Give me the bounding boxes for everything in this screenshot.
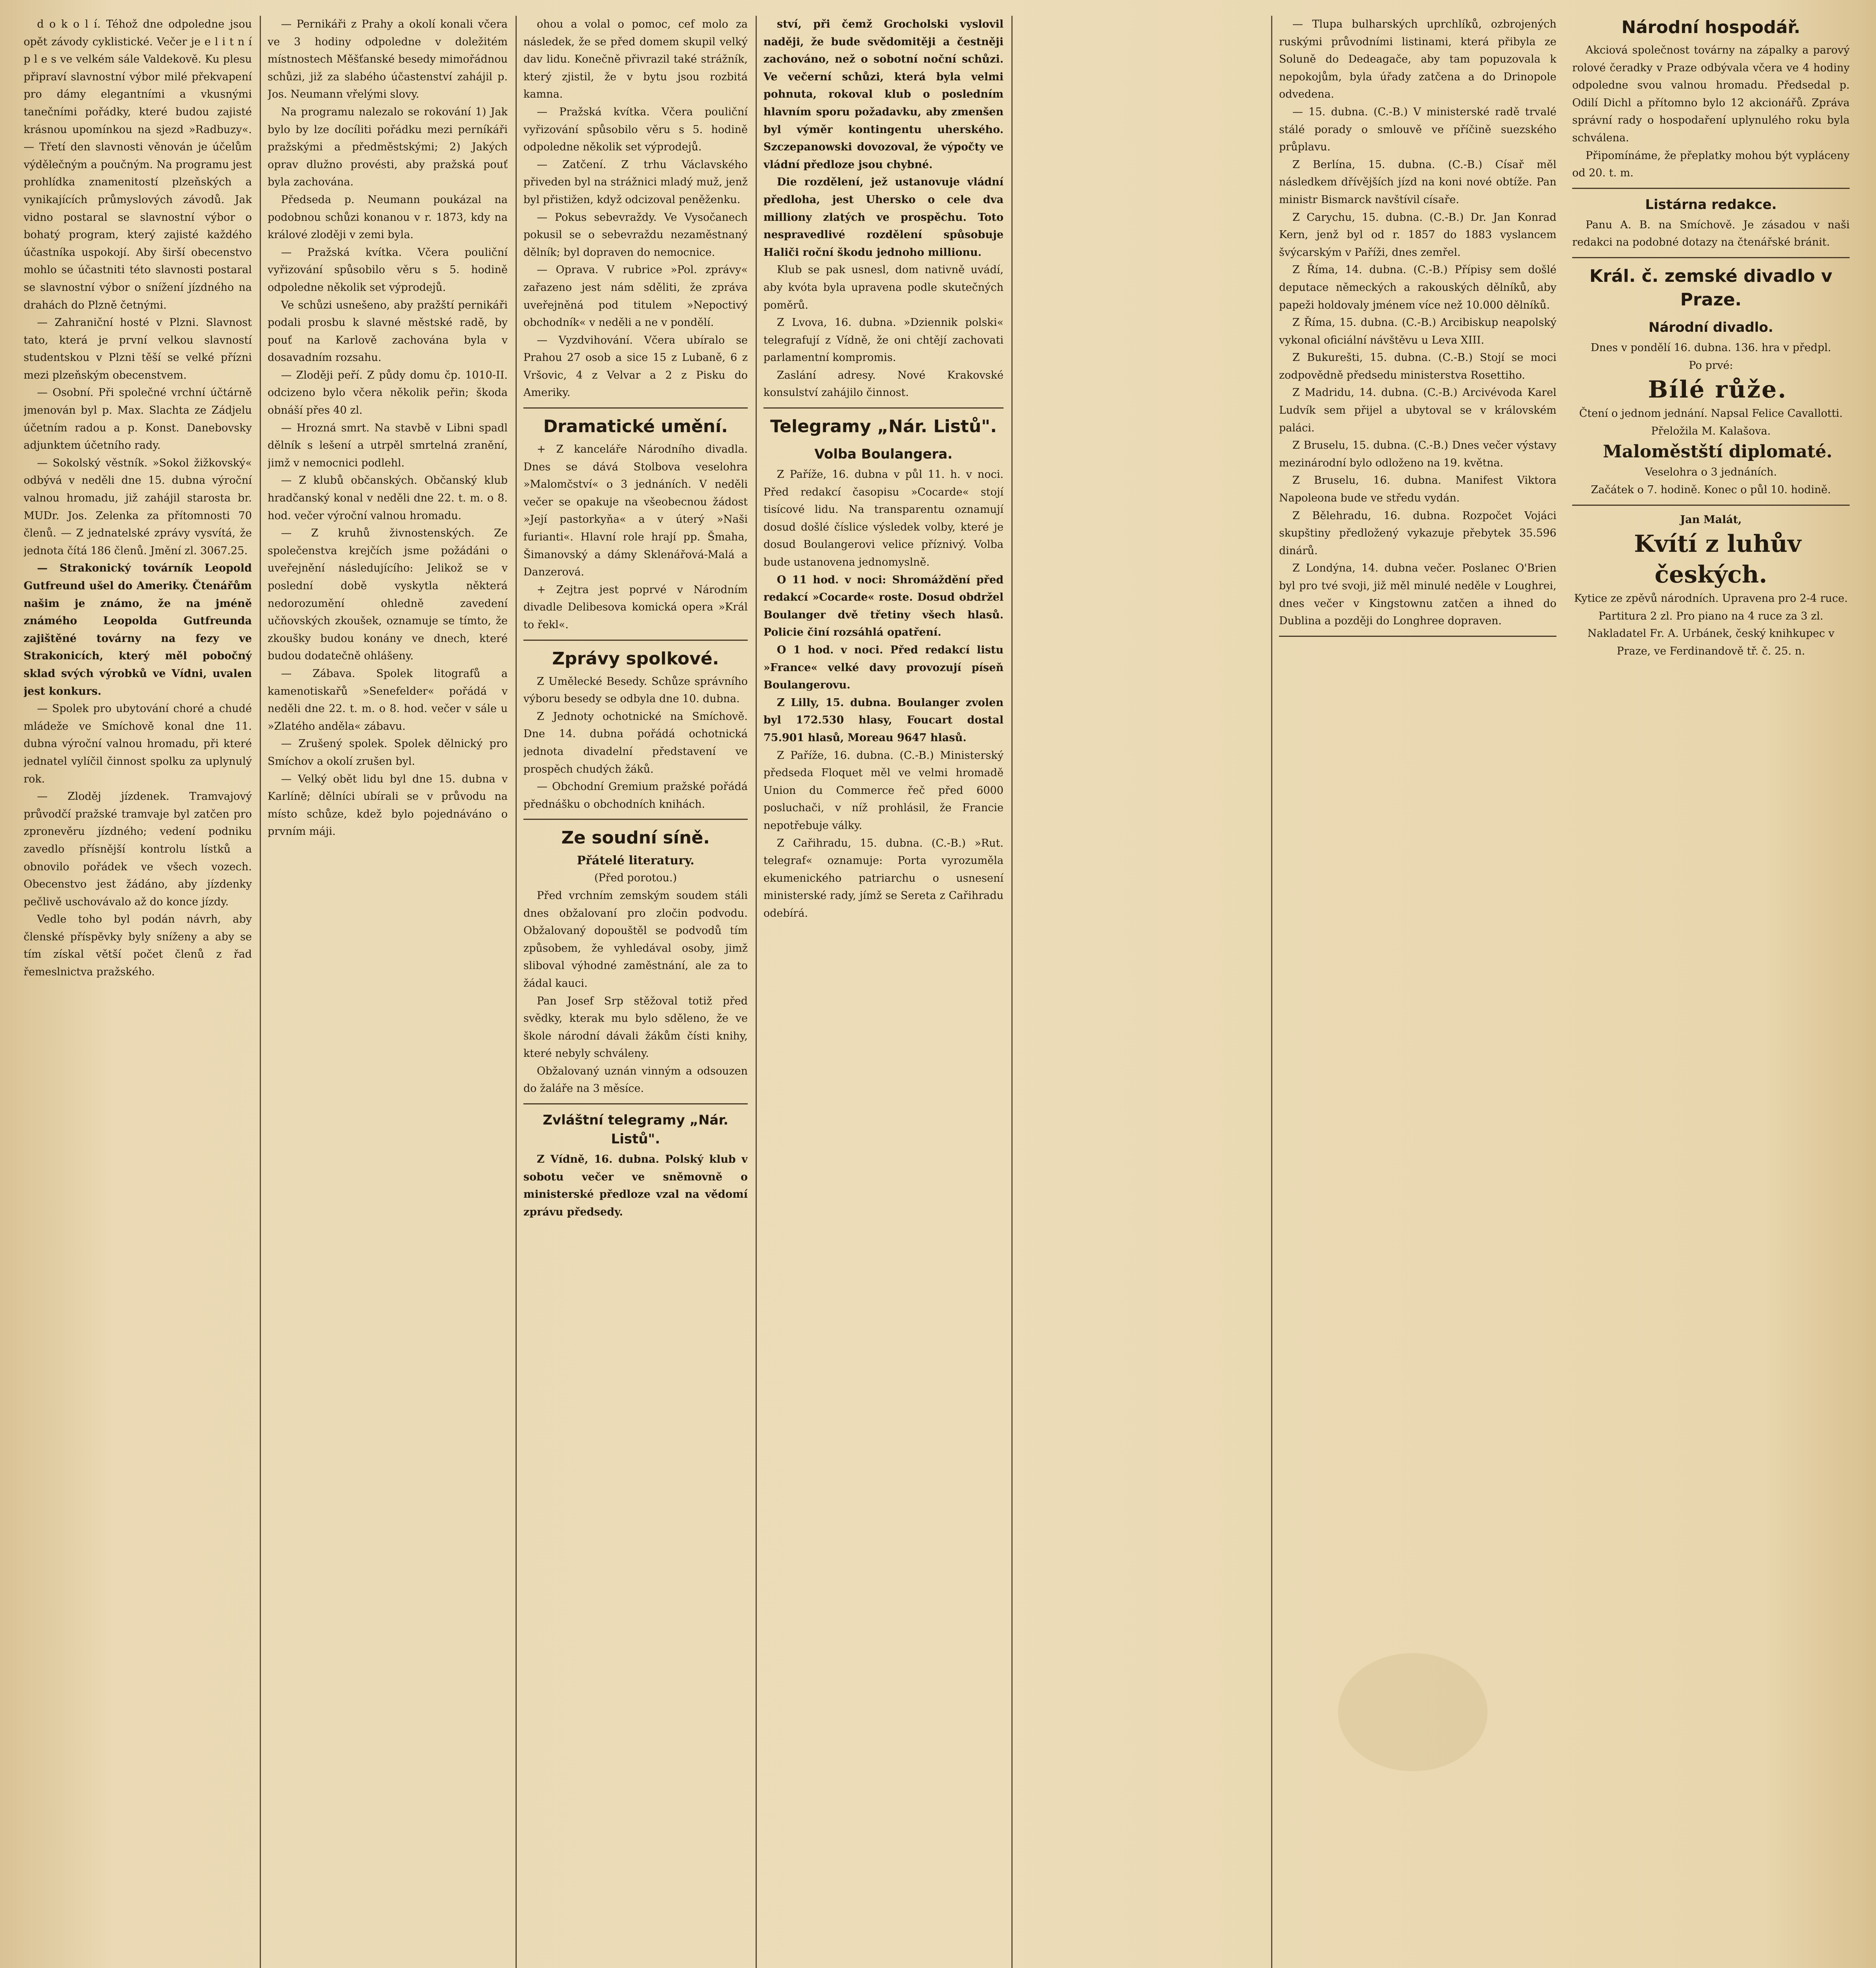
telegram-paragraph: O 1 hod. v noci. Před redakcí listu »France« velké davy provozují píseň Boulangerovu.: [763, 644, 1004, 692]
article-paragraph: — Pokus sebevraždy. Ve Vysočanech pokusil se o sebevraždu nezaměstnaný dělník; byl dopraven do nemocnice.: [523, 211, 748, 259]
section-divider: [1279, 636, 1556, 637]
article-paragraph: Z Bruselu, 16. dubna. Manifest Viktora Napoleona bude ve středu vydán.: [1279, 474, 1556, 505]
section-heading-court: Ze soudní síně.: [561, 828, 710, 848]
ad-title: Kvítí z luhův českých.: [1634, 530, 1801, 589]
section-divider: [523, 407, 748, 409]
section-heading-telegrams: Zvláštní telegramy „Nár. Listů".: [543, 1112, 728, 1147]
article-paragraph: ohou a volal o pomoc, cef molo za následek, že se před domem skupil velký dav lidu. Konečně přivrazil také strážník, který zjistil, že v bytu jsou rozbitá kamna.: [523, 18, 748, 101]
show-first: Po prvé:: [1689, 359, 1733, 372]
section-heading-notes: Listárna redakce.: [1645, 196, 1777, 213]
section-heading-telegrams: Telegramy „Nár. Listů".: [770, 416, 997, 437]
article-paragraph: — Zloději peří. Z půdy domu čp. 1010-II. odcizeno bylo včera několik peřin; škoda obnáší přes 40 zl.: [268, 369, 508, 417]
column-rule: [1271, 16, 1272, 1968]
article-paragraph: — Zahraniční hosté v Plzni. Slavnost tato, která je první velkou slavností studentskou v Plzni těší se velké přízni mezi plzeňským obecenstvem.: [24, 316, 252, 381]
theatre-paragraph: + Z kanceláře Národního divadla. Dnes se dává Stolbova veselohra »Malomčství« o 3 jednáních. V neděli večer se opakuje na všeobecnou žádost »Její pastorkyňa« a v úterý »Naši furianti«. Hlavní role hrají pp. Šmaha, Šimanovský a dámy Sklenářová-Malá a Danzerová.: [523, 443, 748, 579]
show-time: Začátek o 7. hodině. Konec o půl 10. hodině.: [1591, 483, 1831, 496]
ad-description: Kytice ze zpěvů národních. Upravena pro 2-4 ruce. Partitura 2 zl. Pro piano na 4 ruce za 3 zl.: [1574, 592, 1848, 622]
article-paragraph: ství, při čemž Grocholski vyslovil naději, že bude svědomitěji a čestněji zachováno, než o sobotní noční schůzi. Ve večerní schůzi, která byla velmi pohnuta, rokoval klub o posledním hlavním sporu požadavku, aby zmenšen byl výměr kontingentu uherského. Szczepanowski dovozoval, že výpočty ve vládní předloze jsou chybné.: [763, 18, 1004, 171]
article-paragraph: Z Říma, 15. dubna. (C.-B.) Arcibiskup neapolský vykonal oficiální návštěvu u Leva XIII.: [1279, 316, 1556, 346]
economy-paragraph: Akciová společnost továrny na zápalky a parový rolové čeradky v Praze odbývala včera ve 4 hodiny odpoledne svou valnou hromadu. Předsedal p. Odilí Dichl a přítomno bylo 12 akcionářů. Zpráva správní rady o hospodaření uplynulého roku byla schválena.: [1572, 44, 1850, 144]
court-subtitle: Přátelé literatury.: [577, 854, 695, 868]
societies-paragraph: Z Umělecké Besedy. Schůze správního výboru besedy se odbyla dne 10. dubna.: [523, 675, 748, 705]
column-rule: [516, 16, 517, 1968]
article-paragraph: — Zloděj jízdenek. Tramvajový průvodčí pražské tramvaje byl zatčen pro zpronevěru jízdného; vedení podniku zavedlo přísnější kontrolu lístků a obnovilo pořádek ve všech vozech. Obecenstvo jest žádáno, aby jízdenky pečlivě uschovávalo až do konce jízdy.: [24, 790, 252, 908]
economy-paragraph: Připomínáme, že přeplatky mohou být vypláceny od 20. t. m.: [1572, 149, 1850, 179]
show-title: Bílé růže.: [1648, 376, 1787, 404]
article-paragraph: Ve schůzi usnešeno, aby pražští pernikáři podali prosbu k slavné městské radě, by pouť na Karlově zachována byla v dosavadním rozsahu.: [268, 299, 508, 364]
article-paragraph: — Tlupa bulharských uprchlíků, ozbrojených ruskými průvodními listinami, která přibyla ze Soluně do Dedeagače, aby tam popuzovala k nepokojům, byla úřady zatčena a do Drinopole odvedena.: [1279, 18, 1556, 101]
article-paragraph: Na programu nalezalo se rokování 1) Jak bylo by lze docíliti pořádku mezi perníkáři pražskými a předměstskými; 2) Jakých oprav dlužno provésti, aby pražská pouť byla zachována.: [268, 105, 508, 189]
ad-author: Jan Malát,: [1680, 513, 1742, 526]
section-divider: [1572, 257, 1850, 258]
article-paragraph: — Osobní. Při společné vrchní účtárně jmenován byl p. Max. Slachta ze Zádjelu účetním radou a p. Konst. Danebovsky adjunktem účetního rady.: [24, 387, 252, 452]
article-paragraph: Z Bruselu, 15. dubna. (C.-B.) Dnes večer výstavy mezinárodní bylo odloženo na 19. května.: [1279, 439, 1556, 469]
section-divider: [523, 1103, 748, 1104]
notes-paragraph: Panu A. B. na Smíchově. Je zásadou v naši redakci na podobné dotazy na čtenářské bránit.: [1572, 218, 1850, 249]
telegram-paragraph: Z Paříže, 16. dubna. (C.-B.) Ministerský předseda Floquet měl ve velmi hromadě Union du Commerce řeč před 6000 posluchači, v níž prohlásil, že Francie nepotřebuje války.: [763, 749, 1004, 832]
telegram-paragraph: Z Lilly, 15. dubna. Boulanger zvolen byl 172.530 hlasy, Foucart dostal 75.901 hlasů, Moreau 9647 hlasů.: [763, 696, 1004, 744]
societies-paragraph: — Obchodní Gremium pražské pořádá přednášku o obchodních knihách.: [523, 781, 748, 810]
column-4: [763, 16, 1004, 1968]
show-title-second: Maloměstští diplomaté.: [1602, 442, 1833, 462]
show-date: Dnes v pondělí 16. dubna. 136. hra v předpl.: [1591, 341, 1831, 354]
court-paragraph: Pan Josef Srp stěžoval totiž před svědky, kterak mu bylo sděleno, že ve škole národní dávali žákům čísti knihy, které nebyly schváleny.: [523, 995, 748, 1060]
article-paragraph: — Pernikáři z Prahy a okolí konali včera ve 3 hodiny odpoledne v doležitém místnostech Měšťanské besedy mimořádnou schůzi, již za slabého účastenství zahájil p. Jos. Neumann vřelými slovy.: [268, 18, 508, 101]
column-rule: [260, 16, 261, 1968]
article-paragraph: — Z klubů občanských. Občanský klub hradčanský konal v neděli dne 22. t. m. o 8. hod. večer výroční valnou hromadu.: [268, 474, 508, 522]
column-5: [1279, 16, 1850, 1968]
article-paragraph: Z Carychu, 15. dubna. (C.-B.) Dr. Jan Konrad Kern, jenž byl od r. 1857 do 1883 vyslancem švýcarským v Paříži, dnes zemřel.: [1279, 211, 1556, 259]
telegram-paragraph: Z Vídně, 16. dubna. Polský klub v sobotu večer ve sněmovně o ministerské předloze vzal na vědomí zprávu předsedy.: [523, 1153, 748, 1218]
section-divider: [1572, 505, 1850, 506]
court-tag: (Před porotou.): [594, 872, 677, 884]
article-paragraph: — Vyzdvihování. Včera ubíralo se Prahou 27 osob a sice 15 z Lubaně, 6 z Vršovic, 4 z Velvar a 2 z Pisku do Ameriky.: [523, 334, 748, 399]
article-paragraph: — Pražská kvítka. Včera pouliční vyřizování spůsobilo věru s 5. hodině odpoledne několik set výprodejů.: [523, 105, 748, 154]
theatre-program-subheading: Národní divadlo.: [1649, 319, 1773, 335]
column-2: [268, 16, 508, 1968]
article-paragraph: Z Bělehradu, 16. dubna. Rozpočet Vojáci skupštiny předložený vykazuje přebytek 35.596 dinárů.: [1279, 509, 1556, 557]
article-paragraph: — Z kruhů živnostenských. Ze společenstva krejčích jsme požádáni o uveřejnění následujícího: Jelikož se v poslední době vyskytla některá nedorozumění ohledně zavedení učňovských zkoušek, oznamuje se tímto, že zkoušky budou konány ve dnech, které budou dodatečně ohlášeny.: [268, 527, 508, 662]
article-paragraph: Z Bukurešti, 15. dubna. (C.-B.) Stojí se moci zodpovědně předsedu ministerstva Rosettiho.: [1279, 351, 1556, 381]
column-1: [24, 16, 252, 1968]
section-divider: [1572, 188, 1850, 189]
telegram-paragraph: Z Cařihradu, 15. dubna. (C.-B.) »Rut. telegraf« oznamuje: Porta vyrozuměla ekumenického patriarchu o usnesení ministerské rady, jímž se Sereta z Cařihradu odebírá.: [763, 837, 1004, 919]
article-paragraph: — Zrušený spolek. Spolek dělnický pro Smíchov a okolí zrušen byl.: [268, 738, 508, 768]
section-subheading: Volba Boulangera.: [814, 446, 953, 462]
article-paragraph: Vedle toho byl podán návrh, aby členské příspěvky byly sníženy a aby se tím získal větší počet členů z řad řemeslnictva pražského.: [24, 913, 252, 978]
article-paragraph: — Hrozná smrt. Na stavbě v Libni spadl dělník s lešení a utrpěl smrtelná zranění, jimž v nemocnici podlehl.: [268, 422, 508, 469]
theatre-program-heading: Král. č. zemské divadlo v Praze.: [1589, 266, 1833, 310]
telegram-paragraph: O 11 hod. v noci: Shromáždění před redakcí »Cocarde« roste. Dosud obdržel Boulanger dvě třetiny všech hlasů. Policie činí rozsáhlá opatření.: [763, 573, 1004, 639]
article-paragraph: Z Berlína, 15. dubna. (C.-B.) Císař měl následkem dřívějších jízd na koni nové obtíže. Pan ministr Bismarck navštívil císaře.: [1279, 158, 1556, 206]
article-paragraph: — Spolek pro ubytování choré a chudé mládeže ve Smíchově konal dne 11. dubna výroční valnou hromadu, při které jednatel vylíčil činnost spolku za uplynulý rok.: [24, 703, 252, 785]
telegram-paragraph: Z Paříže, 16. dubna v půl 11. h. v noci. Před redakcí časopisu »Cocarde« stojí tisícové lidu. Na transparentu oznamují dosud došlé číslice výsledek volby, které je dosud Boulangerovi velice příznivý. Volba bude ustanovena jednomyslně.: [763, 468, 1004, 569]
article-paragraph: — Velký obět lidu byl dne 15. dubna v Karlíně; dělníci ubírali se v průvodu na místo schůze, kdež bylo pojednáváno o prvním máji.: [268, 773, 508, 838]
section-divider: [763, 407, 1004, 409]
show-description: Čtení o jednom jednání. Napsal Felice Cavallotti. Přeložila M. Kalašova.: [1579, 407, 1843, 437]
column-rule: [756, 16, 757, 1968]
column-3: [523, 16, 748, 1968]
theatre-paragraph: + Zejtra jest poprvé v Národním divadle Delibesova komická opera »Král to řekl«.: [523, 583, 748, 631]
section-divider: [523, 640, 748, 641]
section-heading-societies: Zprávy spolkové.: [552, 648, 719, 669]
article-paragraph: — Oprava. V rubrice »Pol. zprávy« zařazeno jest nám sděliti, že zpráva uveřejněná pod titulem »Nepoctivý obchodník« v neděli a ne v pondělí.: [523, 264, 748, 329]
article-paragraph: — Strakonický továrník Leopold Gutfreund ušel do Ameriky. Čtenářům našim je známo, že na jméně známého Leopolda Gutfreunda zajištěné továrny na fezy ve Strakonicích, který měl pobočný sklad svých výrobků ve Vídni, uvalen jest konkurs.: [24, 562, 252, 697]
article-paragraph: — Zábava. Spolek litografů a kamenotiskařů »Senefelder« pořádá v neděli dne 22. t. m. o 8. hod. večer v sále u »Zlatého anděla« zábavu.: [268, 667, 508, 732]
article-paragraph: Klub se pak usnesl, dom nativně uvádí, aby kvóta byla upravena podle skutečných poměrů.: [763, 264, 1004, 311]
section-heading-economy: Národní hospodář.: [1621, 17, 1800, 37]
article-paragraph: Z Lvova, 16. dubna. »Dziennik polski« telegrafují z Vídně, že oni chtějí zachovati parlamentní kompromis.: [763, 316, 1004, 364]
ad-publisher: Nakladatel Fr. A. Urbánek, český knihkupec v Praze, ve Ferdinandově tř. č. 25. n.: [1587, 627, 1835, 657]
article-paragraph: — Sokolský věstník. »Sokol žižkovský« odbývá v neděli dne 15. dubna výroční valnou hromadu, již zahájil starosta br. MUDr. Jos. Zelenka za přítomnosti 70 členů. — Z jednatelské zprávy vysvítá, že jednota čítá 186 členů. Jmění zl. 3067.25.: [24, 457, 252, 557]
column-rule: [1011, 16, 1013, 1968]
article-paragraph: Z Madridu, 14. dubna. (C.-B.) Arcivévoda Karel Ludvík sem přijel a ubytoval se v královském paláci.: [1279, 387, 1556, 434]
court-paragraph: Obžalovaný uznán vinným a odsouzen do žaláře na 3 měsíce.: [523, 1065, 748, 1095]
article-paragraph: Předseda p. Neumann poukázal na podobnou schůzi konanou v r. 1873, kdy na králové zloději v zemi byla.: [268, 193, 508, 241]
section-divider: [523, 819, 748, 820]
article-paragraph: — Pražská kvítka. Včera pouliční vyřizování spůsobilo věru s 5. hodině odpoledne několik set výprodejů.: [268, 246, 508, 294]
section-heading-theatre: Dramatické umění.: [543, 416, 728, 437]
article-paragraph: — 15. dubna. (C.-B.) V ministerské radě trvalé stálé porady o smlouvě ve příčině suezského průplavu.: [1279, 105, 1556, 154]
societies-paragraph: Z Jednoty ochotnické na Smíchově. Dne 14. dubna pořádá ochotnická jednota divadelní představení ve prospěch chudých žáků.: [523, 710, 748, 775]
article-paragraph: d o k o l í. Téhož dne odpoledne jsou opět závody cyklistické. Večer je e l i t n í p l e s ve velkém sále Valdekově. Ku plesu připraví slavnostní výbor milé překvapení pro dámy elegantními a vkusnými tanečními pořádky, které budou zajisté krásnou upomínkou na sjezd »Radbuzy«. — Třetí den slavnosti věnován je účelům výdělečným a poučným. Na programu jest prohlídka znamenitostí plzeňských a vynikajících průmyslových závodů. Jak vidno postaral se slavnostní výbor o bohatý program, který zajisté každého účastníka uspokojí. Aby širší obecenstvo mohlo se účastniti této slavnosti postaral se slavnostní výbor o snížení jízdného na drahách do Plzně četnými.: [24, 18, 252, 311]
article-paragraph: Zaslání adresy. Nové Krakovské konsulství zahájilo činnost.: [763, 369, 1004, 399]
article-paragraph: Z Říma, 14. dubna. (C.-B.) Přípisy sem došlé deputace německých a rakouských dělníků, aby papeži holdovaly jménem více než 10.000 dělníků.: [1279, 264, 1556, 311]
article-paragraph: — Zatčení. Z trhu Václavského přiveden byl na strážnici mladý muž, jenž byl přistižen, když odcizoval peněženku.: [523, 158, 748, 206]
article-paragraph: Die rozdělení, jež ustanovuje vládní předloha, jest Uhersko o cele dva milliony zlatých ve prospěchu. Toto nespravedlivé rozdělení spůsobuje Haliči roční škodu jednoho millionu.: [763, 176, 1004, 259]
article-paragraph: Z Londýna, 14. dubna večer. Poslanec O'Brien byl pro tvé svoji, již měl minulé neděle v Loughrei, dnes večer v Kingstownu zatčen a ihned do Dublina a později do Longhree dopraven.: [1279, 562, 1556, 627]
court-paragraph: Před vrchním zemským soudem stáli dnes obžalovaní pro zločin podvodu. Obžalovaný dopouštěl se podvodů tím způsobem, že vyhledával osoby, jimž sliboval výhodné zaměstnání, ale za to žádal kauci.: [523, 889, 748, 990]
show-genre: Veselohra o 3 jednáních.: [1645, 466, 1777, 479]
